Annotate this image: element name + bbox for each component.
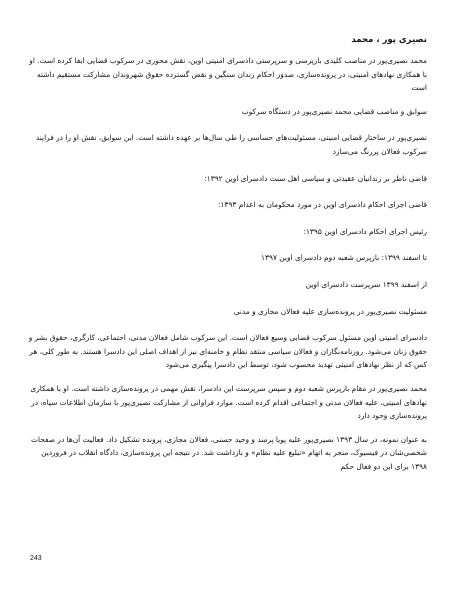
paragraph-evin-prosecutor: دادسرای امنیتی اوین مسئول سرکوب قضایی وسیع فعالان است. این سرکوب شامل فعالان مدنی، اجتماعی، کارگری، حقوق بشر و حقوق زنان می‌شود. روزنامه‌نگاران و فعالان سیاسی منتقد نظام و خامنه‌ای نیز از اهداف اصلی این دادسرا هستند. به طور کلی، هر کس که از نظر نهادهای امنیتی تهدید محسوب شود، توسط این دادسرا پیگیری می‌شود — [28, 333, 427, 370]
document-body — [28, 34, 427, 483]
document-title: نصیری پور ، محمد — [351, 35, 427, 45]
paragraph-example: به عنوان نمونه، در سال ۱۳۹۳ نصیری‌پور علیه پویا پرمند و وحید حسنی، فعالان مجازی، پرونده تشکیل داد. فعالیت آن‌ها در صفحات شخصی‌شان در فیسبوک، منجر به اتهام «تبلیغ علیه نظام» و بازداشت شد. در نتیجه این پرونده‌سازی، دادگاه انقلاب در فروردین ۱۳۹۸ برای این دو فعال حکم — [31, 434, 427, 471]
list-item-role-3: رئیس اجرای احکام دادسرای اوین ۱۳۹۵: — [303, 226, 427, 236]
section-heading-records: سوابق و مناصب قضایی محمد نصیری‌پور در دستگاه سرکوب — [241, 106, 427, 116]
paragraph-intro: محمد نصیری‌پور در مناصب کلیدی بازپرسی و سرپرستی دادسرای امنیتی اوین، نقش محوری در سرکوب قضایی ایفا کرده است. او با همکاری نهادهای امنیتی، در پرونده‌سازی، صدور احکام زندان سنگین و نقض گسترده حقوق شهروندان مشارکت مستقیم داشته است — [29, 56, 427, 93]
page-number: 243 — [30, 555, 42, 562]
list-item-role-5: از اسفند ۱۳۹۹ سرپرست دادسرای اوین — [305, 279, 427, 289]
list-item-role-2: قاضی اجرای احکام دادسرای اوین در مورد محکومان به اعدام ۱۳۹۳: — [218, 200, 427, 210]
list-item-role-1: قاضی ناظر بر زندانیان عقیدتی و سیاسی اهل سنت دادسرای اوین ۱۳۹۲: — [204, 173, 427, 183]
paragraph-records: نصیری‌پور در ساختار قضایی امنیتی، مسئولیت‌های حساسی را طی سال‌ها بر عهده داشته است. این سوابق، نقش او را در فرایند سرکوب فعالان پررنگ می‌سازد — [35, 133, 427, 156]
paragraph-case-building: محمد نصیری‌پور در مقام بازپرس شعبه دوم و سپس سرپرست این دادسرا، نقش مهمی در پرونده‌سازی داشته است. او با همکاری نهادهای امنیتی، علیه فعالان مدنی و اجتماعی اقدام کرده است. موارد فراوانی از مشارکت نصیری‌پور با سازمان اطلاعات سپاه، در پرونده‌سازی وجود دارد — [30, 383, 427, 421]
section-heading-responsibility: مسئولیت نصیری‌پور در پرونده‌سازی علیه فعالان مجازی و مدنی — [233, 306, 427, 316]
list-item-role-4: تا اسفند ۱۳۹۹: بازپرس شعبه دوم دادسرای اوین ۱۳۹۷ — [261, 253, 427, 263]
